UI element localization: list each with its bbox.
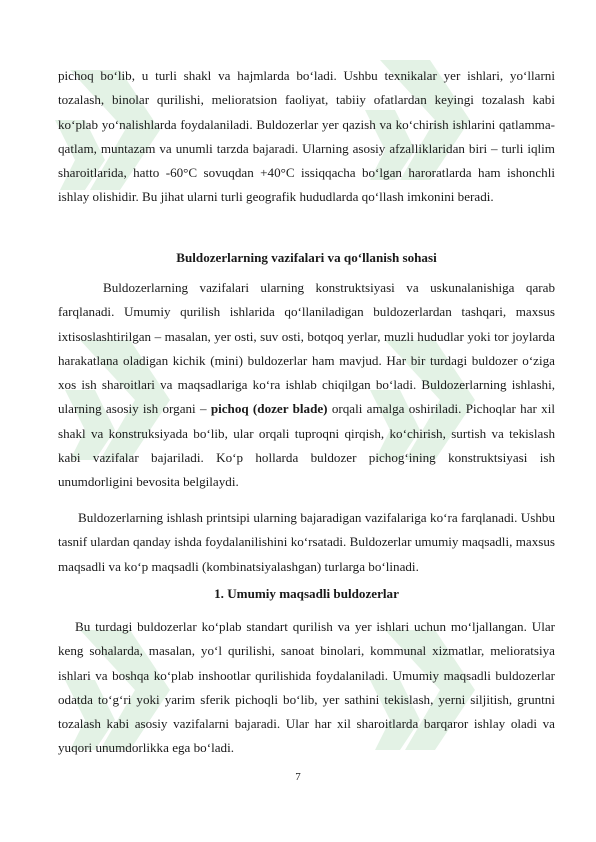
paragraph-intro-continuation: pichoq bo‘lib, u turli shakl va hajmlarda bo‘ladi. Ushbu texnikalar yer ishlari, yo‘llarni tozalash, binolar qurilishi, melioratsion faoliyat, tabiiy ofatlardan keyingi tozalash kabi ko‘plab yo‘nalishlarda foydalaniladi. Buldozerlar yer qazish va ko‘chirish ishlarini qatlamma-qatlam, muntazam va unumli tarzda bajaradi. Ularning asosiy afzalliklaridan biri – turli iqlim sharoitlarida, hatto -60°C sovuqdan +40°C issiqqacha bo‘lgan haroratlarda ham ishonchli ishlay olishidir. Bu jihat ularni turli geografik hududlarda qo‘llash imkonini beradi. (58, 68, 555, 205)
paragraph-general-purpose: Bu turdagi buldozerlar ko‘plab standart qurilish va yer ishlari uchun mo‘ljallangan. Ular keng sohalarda, masalan, yo‘l qurilishi, sanoat binolari, kommunal xizmatlar, melioratsiya ishlari va boshqa ko‘plab inshootlar qurilishida foydalaniladi. Umumiy maqsadli buldozerlar odatda to‘g‘ri yoki yarim sferik pichoqli bo‘lib, yer sathini tekislash, yerni siljitish, gruntni tozalash kabi asosiy vazifalarni bajaradi. Ular har xil sharoitlarda barqaror ishlay oladi va yuqori unumdorlikka ega bo‘ladi. (58, 619, 555, 756)
paragraph-functions-text-end: orqali amalga oshiriladi. Pichoqlar har xil shakl va konstruksiyada bo‘lib, ular orqali tuproqni qirqish, ko‘chirish, surtish va tekislash kabi vazifalar bajariladi. Ko‘p hollarda buldozer pichog‘ining konstruktsiyasi ish unumdorligini bevosita belgilaydi. (58, 401, 556, 490)
term-dozer-blade: pichoq (dozer blade) (210, 401, 328, 417)
paragraph-classification: Buldozerlarning ishlash printsipi ularning bajaradigan vazifalariga ko‘ra farqlanadi. Ushbu tasnif ulardan qanday ishda foydalanilishini ko‘rsatadi. Buldozerlar umumiy maqsadli, maxsus maqsadli va ko‘p maqsadli (kombinatsiyalashgan) turlarga bo‘linadi. (58, 510, 555, 574)
paragraph-functions (58, 276, 555, 495)
section-heading-functions: Buldozerlarning vazifalari va qo‘llanish sohasi (176, 250, 437, 265)
section-heading-general-purpose: 1. Umumiy maqsadli buldozerlar (214, 586, 399, 601)
paragraph-functions-text-start: Buldozerlarning vazifalari ularning konstruktsiyasi va uskunalanishiga qarab farqlanadi. Umumiy qurilish ishlarida qo‘llaniladigan buldozerlardan tashqari, maxsus ixtisoslashtirilgan – masalan, yer osti, suv osti, botqoq yerlar, muzli hududlar yoki tor joylarda harakatlana oladigan kichik (mini) buldozerlar ham mavjud. Har bir turdagi buldozer o‘ziga xos ish sharoitlari va maqsadlariga ko‘ra ishlab chiqilgan bo‘ladi. Buldozerlarning ishlashi, ularning asosiy ish organi – (58, 280, 555, 417)
page-number: 7 (295, 771, 301, 783)
